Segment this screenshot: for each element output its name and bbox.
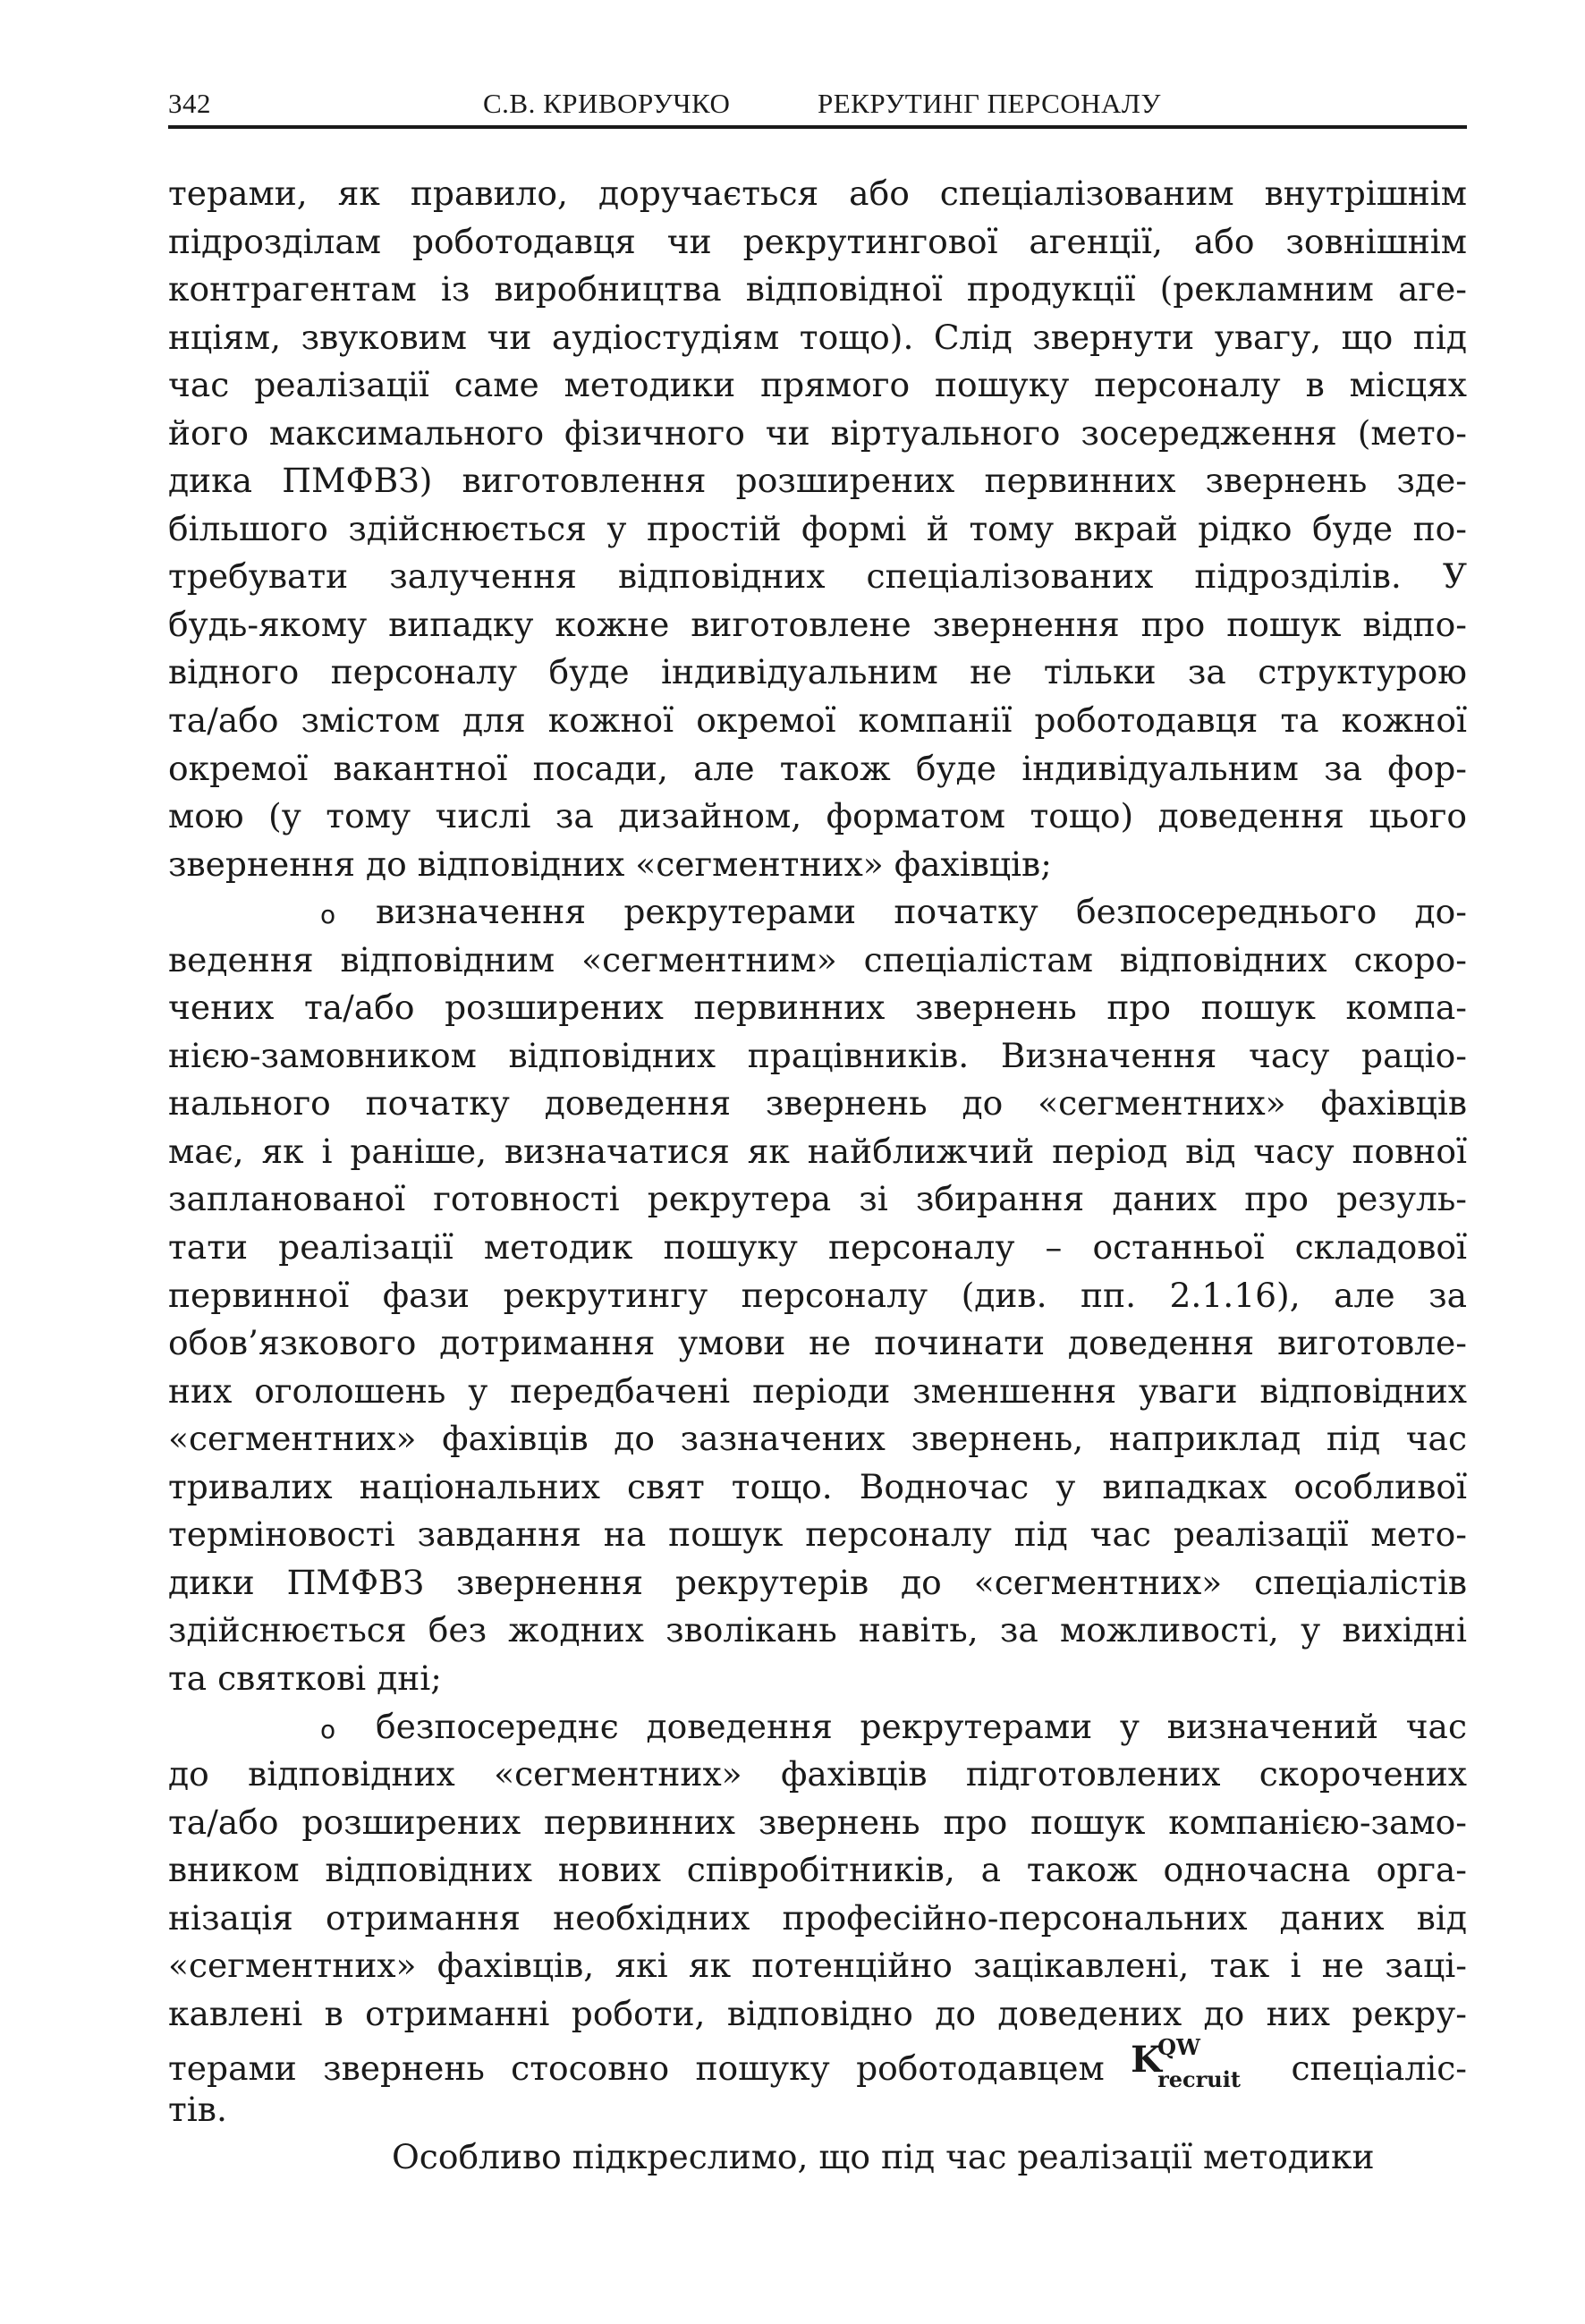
text-line: його максимального фізичного чи віртуального зосередження (мето- (168, 412, 1467, 453)
bullet-marker: o (320, 900, 336, 930)
text-line: та/або змістом для кожної окремої компанії роботодавця та кожної (168, 700, 1467, 741)
text-line: первинної фази рекрутингу персоналу (див. пп. 2.1.16), але за (168, 1275, 1467, 1315)
running-head (168, 82, 1467, 125)
text-line: чених та/або розширених первинних звернень про пошук компа- (168, 988, 1467, 1028)
text-line: відного персоналу буде індивідуальним не тільки за структурою (168, 652, 1467, 692)
bullet-item-text: безпосереднє доведення рекрутерами у визначений час (376, 1706, 1467, 1746)
page-number: 342 (168, 88, 211, 119)
text-line: будь-якому випадку кожне виготовлене звернення про пошук відпо- (168, 604, 1467, 644)
header-rule (168, 125, 1467, 129)
text-line: «сегментних» фахівців, які як потенційно зацікавлені, так і не заці- (168, 1946, 1467, 1986)
text-line: тів. (168, 2089, 227, 2129)
paragraph-first-line: Особливо підкреслимо, що під час реалізації методики (392, 2137, 1375, 2177)
text-line: окремої вакантної посади, але також буде індивідуальним за фор- (168, 748, 1467, 788)
formula-superscript: QW (1157, 2034, 1200, 2061)
bullet-item-line (168, 888, 1467, 937)
text-line: нією-замовником відповідних працівників. Визначення часу раціо- (168, 1035, 1467, 1075)
text-line: «сегментних» фахівців до зазначених звернень, наприклад під час (168, 1419, 1467, 1459)
text-line: більшого здійснюється у простій формі й тому вкрай рідко буде по- (168, 508, 1467, 548)
text-line: них оголошень у передбачені періоди зменшення уваги відповідних (168, 1370, 1467, 1411)
running-head-author: С.В. КРИВОРУЧКО (483, 88, 731, 119)
text-line: здійснюється без жодних зволікань навіть, за можливості, у вихідні (168, 1610, 1467, 1650)
text-line: ведення відповідним «сегментним» спеціалістам відповідних скоро- (168, 939, 1467, 980)
text-line: дики ПМФВЗ звернення рекрутерів до «сегментних» спеціалістів (168, 1562, 1467, 1602)
bullet-marker: o (320, 1714, 336, 1744)
text-line: тривалих національних свят тощо. Водночас у випадках особливої (168, 1466, 1467, 1506)
formula-line-start: терами звернень стосовно пошуку роботодавцем (168, 2048, 1105, 2089)
text-line: нізація отримання необхідних професійно-персональних даних від (168, 1897, 1467, 1938)
bullet-item-text: визначення рекрутерами початку безпосереднього до- (376, 892, 1467, 932)
text-line: вником відповідних нових співробітників, а також одночасна орга- (168, 1850, 1467, 1890)
formula-subscript: recruit (1157, 2066, 1241, 2093)
text-line: має, як і раніше, визначатися як найближчий період від часу повної (168, 1131, 1467, 1171)
text-line: час реалізації саме методики прямого пошуку персоналу в місцях (168, 365, 1467, 405)
text-line: та святкові дні; (168, 1658, 442, 1698)
text-line: до відповідних «сегментних» фахівців підготовлених скорочених (168, 1754, 1467, 1794)
running-head-title: РЕКРУТИНГ ПЕРСОНАЛУ (818, 88, 1161, 119)
text-line: нціям, звуковим чи аудіостудіям тощо). Слід звернути увагу, що під (168, 317, 1467, 357)
text-line: кавлені в отриманні роботи, відповідно до доведених до них рекру- (168, 1993, 1467, 2033)
text-line: терами, як правило, доручається або спеціалізованим внутрішнім (168, 174, 1467, 213)
text-line: мою (у тому числі за дизайном, форматом тощо) доведення цього (168, 796, 1467, 836)
text-line: дика ПМФВЗ) виготовлення розширених первинних звернень зде- (168, 461, 1467, 501)
formula-k-qw-recruit (1131, 2034, 1265, 2093)
text-line: підрозділам роботодавця чи рекрутингової агенції, або зовнішнім (168, 221, 1467, 261)
text-line: звернення до відповідних «сегментних» фахівців; (168, 844, 1052, 884)
text-line: тати реалізації методик пошуку персоналу – останньої складової (168, 1227, 1467, 1268)
bullet-item-line (168, 1703, 1467, 1751)
text-line: нального початку доведення звернень до «сегментних» фахівців (168, 1083, 1467, 1124)
text-line: контрагентам із виробництва відповідної продукції (рекламним аге- (168, 269, 1467, 310)
text-line-with-formula (168, 2034, 1468, 2093)
formula-line-end: спеціаліс- (1291, 2048, 1468, 2089)
text-line: терміновості завдання на пошук персоналу під час реалізації мето- (168, 1514, 1467, 1555)
text-line: запланованої готовності рекрутера зі збирання даних про резуль- (168, 1179, 1467, 1219)
text-line: требувати залучення відповідних спеціалізованих підрозділів. У (168, 556, 1467, 597)
text-line: обов’язкового дотримання умови не починати доведення виготовле- (168, 1323, 1467, 1363)
formula-base: K (1131, 2039, 1162, 2082)
body-text (168, 170, 1467, 2182)
text-line: та/або розширених первинних звернень про пошук компанією-замо- (168, 1802, 1467, 1842)
